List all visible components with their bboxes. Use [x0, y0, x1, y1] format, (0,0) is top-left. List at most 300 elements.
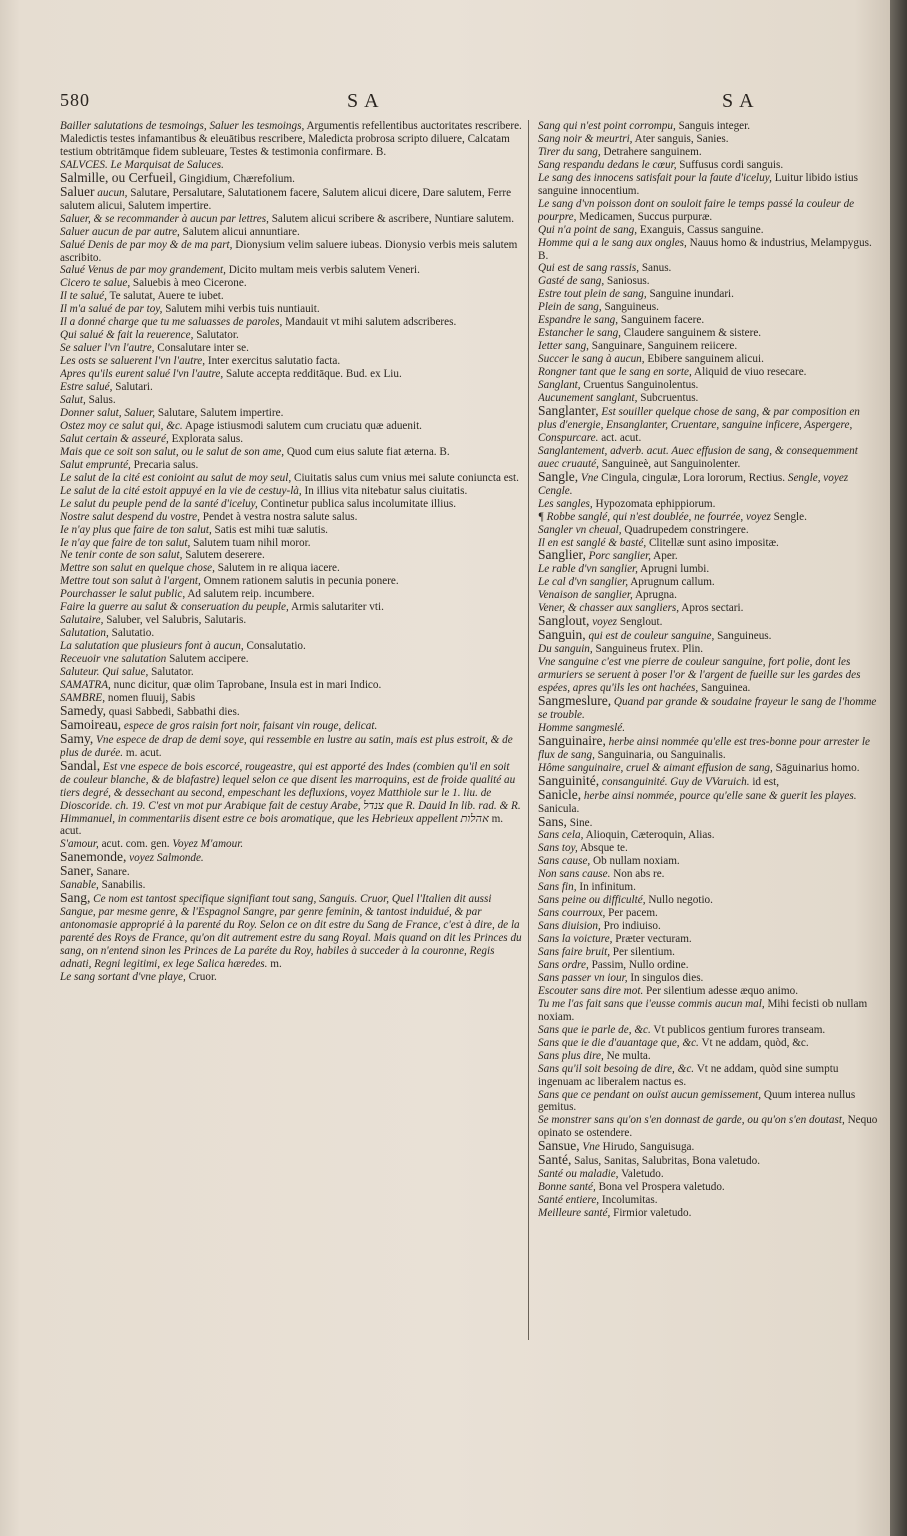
- latin-text: Ciuitatis salus cum vnius mei salute coniuncta est.: [293, 471, 519, 484]
- french-text: herbe ainsi nommée, pource qu'elle sane & guerit les playes.: [583, 789, 857, 802]
- dictionary-entry: [538, 288, 880, 301]
- french-text: Estre salué,: [60, 381, 113, 394]
- headword: Sang,: [60, 890, 91, 906]
- dictionary-entry: [60, 562, 522, 575]
- dictionary-entry: [60, 575, 522, 588]
- dictionary-entry: [60, 277, 522, 290]
- latin-text: Salutator.: [196, 329, 239, 342]
- french-text: Salutaire,: [60, 614, 104, 627]
- latin-text: Bona vel Prospera valetudo.: [598, 1181, 725, 1194]
- latin-text: Saluebis à meo Cicerone.: [132, 277, 247, 290]
- dictionary-entry: [538, 498, 880, 511]
- dictionary-entry: [538, 1089, 880, 1115]
- dictionary-entry: [60, 329, 522, 342]
- french-text: Sans qu'il soit besoing de dire, &c.: [538, 1062, 695, 1075]
- french-text: Non sans cause.: [538, 868, 611, 881]
- french-text: Ostez moy ce salut qui, &c.: [60, 419, 183, 432]
- dictionary-entry: [60, 666, 522, 679]
- latin-text: Apage istiusmodi salutem cum cruciatu quæ aduenit.: [184, 419, 422, 432]
- dictionary-entry: [60, 971, 522, 984]
- dictionary-entry: [60, 537, 522, 550]
- headword: Sangmeslure,: [538, 692, 612, 708]
- latin-text: Sanicula.: [538, 802, 580, 815]
- latin-text: Per pacem.: [608, 907, 658, 920]
- latin-text: Senglout.: [619, 616, 663, 629]
- latin-text: Omnem rationem salutis in pecunia ponere.: [203, 575, 399, 588]
- latin-text: Inter exercitus salutatio facta.: [207, 355, 341, 368]
- headword: Samedy,: [60, 702, 106, 718]
- latin-text: Saluber, vel Salubris, Salutaris.: [106, 614, 247, 627]
- latin-text: Explorata salus.: [171, 432, 244, 445]
- dictionary-entry: [60, 316, 522, 329]
- french-text: Sang qui n'est point corrompu,: [538, 120, 676, 132]
- dictionary-entry: [60, 549, 522, 562]
- latin-text: nunc dicitur, quæ olim Taprobane, Insula est in mari Indico.: [113, 678, 382, 691]
- french-text: Le sang d'vn poisson dont on souloit faire le temps passé la couleur de pourpre,: [538, 197, 855, 223]
- latin-text: Sengle.: [773, 510, 807, 523]
- dictionary-entry: [60, 433, 522, 446]
- latin-text: Passim, Nullo ordine.: [591, 959, 689, 971]
- latin-text: act. acut.: [601, 431, 642, 444]
- latin-text: Præter vecturam.: [615, 933, 692, 946]
- page-edge: [890, 0, 907, 1536]
- latin-text: nomen fluuij, Sabis: [107, 691, 196, 704]
- latin-text: Ne multa.: [606, 1049, 651, 1062]
- latin-text: Sāguinarius homo.: [775, 761, 860, 774]
- french-text: Receuoir vne salutation: [60, 653, 167, 666]
- french-text: Estre tout plein de sang,: [538, 288, 647, 301]
- dictionary-entry: [538, 894, 880, 907]
- dictionary-entry: [538, 855, 880, 868]
- latin-text: Salutem accipere.: [169, 653, 249, 666]
- dictionary-entry: [60, 407, 522, 420]
- dictionary-entry: [60, 169, 522, 186]
- latin-text: Consalutare inter se.: [157, 342, 249, 355]
- dictionary-entry: [538, 786, 880, 816]
- latin-text: Ad salutem reip. incumbere.: [187, 588, 315, 601]
- headword: Sandal,: [60, 757, 101, 773]
- latin-text: Salutator.: [151, 666, 194, 679]
- french-text: Faire la guerre au salut & conseruation du peuple,: [60, 601, 289, 614]
- dictionary-entry: [60, 183, 522, 213]
- dictionary-entry: [60, 716, 522, 733]
- latin-text: Mihi fecisti ob nullam noxiam.: [538, 997, 868, 1023]
- dictionary-entry: [538, 1037, 880, 1050]
- french-text: Sanglant,: [538, 379, 581, 392]
- latin-text: Consalutatio.: [246, 640, 306, 653]
- latin-text: Luitur libido istius sanguine innocentium.: [538, 171, 858, 197]
- dictionary-entry: [538, 1168, 880, 1181]
- french-text: espece de gros raisin fort noir, faisant vin rouge, delicat.: [123, 719, 378, 732]
- french-text: Vne: [582, 1141, 600, 1154]
- dictionary-entry: [538, 692, 880, 722]
- dictionary-entry: [538, 468, 880, 498]
- dictionary-entry: [60, 355, 522, 368]
- french-text: Le rable d'vn sanglier,: [538, 563, 638, 576]
- latin-text: Claudere sanguinem & sistere.: [623, 327, 762, 340]
- headword: Sangle,: [538, 468, 579, 484]
- french-text: Saluer aucun de par autre,: [60, 225, 180, 238]
- french-text: Ie n'ay plus que faire de ton salut,: [60, 523, 212, 536]
- french-text: consanguinité. Guy de VVaruich.: [601, 775, 750, 788]
- dictionary-entry: [60, 394, 522, 407]
- latin-text: Firmior valetudo.: [613, 1207, 692, 1220]
- dictionary-entry: [538, 842, 880, 855]
- french-text: Voyez M'amour.: [172, 838, 244, 851]
- latin-text: m. acut.: [60, 812, 504, 838]
- french-text: Escouter sans dire mot.: [538, 984, 644, 997]
- french-text: voyez: [592, 616, 618, 629]
- latin-text: Salutem mihi verbis tuis nuntiauit.: [165, 303, 320, 316]
- dictionary-entry: [60, 511, 522, 524]
- dictionary-entry: [60, 601, 522, 614]
- latin-text: Per silentium adesse æquo animo.: [646, 984, 798, 997]
- french-text: Salut,: [60, 394, 86, 407]
- french-text: Quand par grande & soudaine frayeur le sang de l'homme se trouble.: [538, 695, 877, 721]
- dictionary-entry: [60, 381, 522, 394]
- french-text: Sans que ie die d'auantage que, &c.: [538, 1036, 699, 1049]
- dictionary-entry: [538, 732, 880, 762]
- dictionary-entry: [538, 946, 880, 959]
- latin-text: Quod cum eius salute fiat æterna. B.: [286, 445, 450, 458]
- latin-text: Nauus homo & industrius, Melampygus. B.: [538, 236, 872, 262]
- dictionary-entry: [538, 133, 880, 146]
- french-text: Porc sanglier,: [588, 550, 651, 563]
- french-text: Salué Venus de par moy grandement,: [60, 264, 226, 277]
- french-text: Il en est sanglé & basté,: [538, 536, 647, 549]
- latin-text: Pendet à vestra nostra salute salus.: [202, 510, 358, 523]
- dictionary-entry: [60, 264, 522, 277]
- latin-text: Vt publicos gentium furores transeam.: [653, 1023, 826, 1036]
- latin-text: Dionysium velim saluere iubeas. Dionysio verbis meis salutem ascribito.: [60, 238, 518, 264]
- latin-text: Hirudo, Sanguisuga.: [602, 1141, 695, 1154]
- headword: Salmille, ou Cerfueil,: [60, 169, 177, 185]
- dictionary-entry: [538, 379, 880, 392]
- french-text: Sans passer vn iour,: [538, 971, 628, 984]
- french-text: Salué Denis de par moy & de ma part,: [60, 238, 233, 251]
- french-text: voyez Salmonde.: [129, 852, 204, 865]
- french-text: Sang noir & meurtri,: [538, 132, 633, 145]
- dictionary-entry: [538, 366, 880, 379]
- dictionary-entry: [60, 692, 522, 705]
- dictionary-entry: [538, 275, 880, 288]
- french-text: Saluteur. Qui salue,: [60, 666, 149, 679]
- dictionary-entry: [60, 627, 522, 640]
- dictionary-entry: [538, 907, 880, 920]
- headword: Samy,: [60, 730, 94, 746]
- french-text: Mettre son salut en quelque chose,: [60, 562, 215, 575]
- latin-text: Sanguineus.: [604, 301, 659, 314]
- latin-text: Armis salutariter vti.: [290, 601, 384, 614]
- french-text: Ietter sang,: [538, 340, 589, 353]
- dictionary-entry: [538, 353, 880, 366]
- french-text: Sans que ie parle de, &c.: [538, 1023, 651, 1036]
- dictionary-entry: [60, 879, 522, 892]
- latin-text: Salus, Sanitas, Salubritas, Bona valetudo.: [574, 1155, 760, 1168]
- dictionary-entry: [538, 224, 880, 237]
- french-text: Le sang des innocens satisfait pour la faute d'iceluy,: [538, 171, 772, 184]
- french-text: Est vne espece de bois escorcé, rougeastre, qui est apporté des Indes (combien qu'il en soit de couleur blanche, & de blafastre) lequel selon ce que disent les marroquins, est de froide qualité au tiers degré, & dessechant au second, empeschant les defluxions, voyez Matthiole sur le 1. liu. de Dioscoride. ch. 19. C'est vn mot pur Arabique fait de cestuy Arabe, צנדל que R. Dauid In lib. rad. & R. Himmanuel, in commentariis disent estre ce bois aromatique, que les Hebrieux appellent אהלות: [60, 760, 521, 825]
- dictionary-entry: [60, 640, 522, 653]
- french-text: Sang respandu dedans le cœur,: [538, 158, 677, 171]
- french-text: qui est de couleur sanguine,: [588, 630, 715, 643]
- french-text: Les osts se saluerent l'vn l'autre,: [60, 355, 206, 368]
- french-text: herbe ainsi nommée qu'elle est tres-bonne pour arrester le flux de sang,: [538, 735, 870, 761]
- french-text: Venaison de sanglier,: [538, 589, 633, 602]
- latin-text: Cingula, cingulæ, Lora lororum, Rectius.: [601, 471, 786, 484]
- latin-text: Aprugni lumbi.: [640, 563, 710, 576]
- french-text: Sangler vn cheual,: [538, 523, 622, 536]
- french-text: Espandre le sang,: [538, 314, 619, 327]
- latin-text: Clitellæ sunt asino impositæ.: [648, 536, 779, 549]
- dictionary-entry: [60, 865, 522, 879]
- latin-text: Sine.: [569, 816, 593, 829]
- dictionary-entry: [60, 239, 522, 265]
- dictionary-entry: [538, 120, 880, 133]
- latin-text: Vt ne addam, quòd, &c.: [701, 1036, 809, 1049]
- french-text: Il a donné charge que tu me saluasses de paroles,: [60, 316, 283, 329]
- french-text: Du sanguin,: [538, 643, 593, 656]
- french-text: Les sangles,: [538, 497, 593, 510]
- french-text: Sans diuision,: [538, 920, 601, 933]
- latin-text: Sanguinare, Sanguinem reiicere.: [591, 340, 738, 353]
- french-text: aucun,: [97, 186, 128, 199]
- dictionary-entry: [538, 563, 880, 576]
- dictionary-entry: [538, 1063, 880, 1089]
- headword: Saluer: [60, 183, 95, 199]
- french-text: Il m'a salué de par toy,: [60, 303, 163, 316]
- french-text: Santé ou maladie,: [538, 1168, 619, 1181]
- dictionary-entry: [60, 838, 522, 851]
- french-text: Se saluer l'vn l'autre,: [60, 342, 155, 355]
- latin-text: Sanguineè, aut Sanguinolenter.: [601, 457, 741, 470]
- dictionary-entry: [60, 653, 522, 666]
- french-text: Sans cela,: [538, 829, 584, 842]
- dictionary-entry: [60, 851, 522, 865]
- latin-text: Per silentium.: [612, 946, 675, 959]
- dictionary-entry: [60, 459, 522, 472]
- dictionary-entry: [538, 1024, 880, 1037]
- latin-text: Subcruentus.: [640, 392, 699, 405]
- dictionary-entry: [60, 730, 522, 760]
- french-text: La salutation que plusieurs font à aucun,: [60, 640, 244, 653]
- latin-text: Aliquid de viuo resecare.: [694, 366, 807, 379]
- latin-text: Satis est mihi tuæ salutis.: [214, 523, 328, 536]
- latin-text: Salutem in re aliqua iacere.: [217, 562, 340, 575]
- latin-text: Nullo negotio.: [648, 894, 713, 907]
- latin-text: Nequo opinato se ostendere.: [538, 1114, 878, 1140]
- page-number: 580: [60, 90, 90, 110]
- latin-text: quasi Sabbedi, Sabbathi dies.: [108, 705, 240, 718]
- headword: Sanglout,: [538, 613, 590, 629]
- french-text: Tu me l'as fait sans que i'eusse commis aucun mal,: [538, 997, 765, 1010]
- dictionary-entry: [60, 614, 522, 627]
- latin-text: In singulos dies.: [630, 971, 704, 984]
- dictionary-entry: [538, 537, 880, 550]
- column-rule: [528, 120, 529, 1340]
- dictionary-entry: [60, 303, 522, 316]
- headword: Sanguinité,: [538, 772, 600, 788]
- dictionary-entry: [538, 629, 880, 643]
- french-text: SAMATRA,: [60, 678, 111, 691]
- latin-text: Suffusus cordi sanguis.: [679, 158, 784, 171]
- french-text: Sans faire bruit,: [538, 946, 610, 959]
- french-text: Sanglantement, adverb. acut. Auec effusion de sang, & consequemment auec cruauté,: [538, 444, 858, 470]
- dictionary-entry: [60, 524, 522, 537]
- headword: Sanicle,: [538, 786, 582, 802]
- dictionary-entry: [538, 511, 880, 524]
- dictionary-entry: [60, 446, 522, 459]
- headword: Sansue,: [538, 1138, 580, 1154]
- french-text: Gasté de sang,: [538, 275, 605, 288]
- dictionary-entry: [60, 485, 522, 498]
- latin-text: Te salutat, Auere te iubet.: [109, 290, 224, 303]
- dictionary-entry: [538, 576, 880, 589]
- french-text: Santé entiere,: [538, 1194, 600, 1207]
- dictionary-entry: [538, 829, 880, 842]
- dictionary-entry: [538, 402, 880, 445]
- page-header: [60, 90, 880, 116]
- latin-text: Salutatio.: [111, 627, 155, 640]
- french-text: Bonne santé,: [538, 1181, 596, 1194]
- latin-text: m.: [270, 958, 282, 970]
- french-text: Saluer, & se recommander à aucun par lettres,: [60, 212, 269, 225]
- latin-text: Sanguine inundari.: [649, 288, 734, 301]
- french-text: Est souiller quelque chose de sang, & par composition en plus d'energie, Ensanglanter, Cruentare, sanguine inficere, Aspergere, Conspurcare.: [538, 405, 860, 444]
- french-text: Homme qui a le sang aux ongles,: [538, 236, 687, 249]
- latin-text: Quadrupedem constringere.: [624, 523, 749, 536]
- dictionary-entry: [538, 1207, 880, 1220]
- latin-text: Aprugna.: [634, 589, 677, 602]
- latin-text: Sanguinea.: [700, 681, 751, 694]
- latin-text: Sanguinaria, ou Sanguinalis.: [597, 748, 726, 761]
- dictionary-entry: [538, 301, 880, 314]
- latin-text: Salutare, Salutem impertire.: [157, 406, 284, 419]
- dictionary-entry: [60, 213, 522, 226]
- french-text: Vne sanguine c'est vne pierre de couleur sanguine, fort polie, dont les armuriers se seruent à poser l'or & l'argent de fueille sur les gardes des espées, apres qu'ils les ont hachées,: [538, 656, 861, 694]
- french-text: Salutation,: [60, 627, 109, 640]
- latin-text: Sanguineus.: [717, 630, 772, 643]
- french-text: Le sang sortant d'vne playe,: [60, 970, 186, 983]
- french-text: Sengle, voyez Cengle.: [538, 471, 849, 497]
- dictionary-entry: [538, 643, 880, 656]
- dictionary-entry: [538, 985, 880, 998]
- dictionary-entry: [538, 881, 880, 894]
- dictionary-entry: [538, 920, 880, 933]
- latin-text: Medicamen, Succus purpuræ.: [579, 210, 713, 223]
- french-text: Qui n'a point de sang,: [538, 223, 638, 236]
- latin-text: Vt ne addam, quòd sine sumptu ingenuam ac liberalem nactus es.: [538, 1062, 839, 1088]
- latin-text: Sanguineus frutex. Plin.: [595, 643, 704, 656]
- french-text: Sans plus dire,: [538, 1049, 604, 1062]
- french-text: Rongner tant que le sang en sorte,: [538, 366, 692, 379]
- dictionary-entry: [538, 1194, 880, 1207]
- french-text: Bailler salutations de tesmoings, Saluer les tesmoings,: [60, 120, 305, 132]
- french-text: Donner salut, Saluer,: [60, 406, 156, 419]
- latin-text: Sanguis integer.: [678, 120, 751, 132]
- dictionary-entry: [60, 702, 522, 719]
- dictionary-entry: [538, 262, 880, 275]
- headword: Sanglier,: [538, 547, 586, 563]
- french-text: Vener, & chasser aux sangliers,: [538, 602, 680, 615]
- french-text: SALVCES. Le Marquisat de Saluces.: [60, 158, 224, 171]
- dictionary-entry: [60, 120, 522, 159]
- french-text: Ce nom est tantost specifique signifiant tout sang, Sanguis. Cruor, Quel l'Italien dit aussi Sangue, par mesme genre, & l'Espagnol Sangre, par genre feminin, & tantost induidué, & par antonomasie approprié à la parenté du Roy. Selon ce on dit estre du Sang de France, c'est à dire, de la parenté des Roys de France, qu'on dit autrement estre du sang Royal. Mais quand on dit les Princes du sang, on n'entend sinon les Princes de La paréte du Roy, habiles à succeder à la couronne, Regis adnati, Regni legitimi, ex lege Salica hæredes.: [60, 893, 522, 970]
- french-text: Il te salué,: [60, 290, 107, 303]
- french-text: Sans ordre,: [538, 959, 589, 971]
- french-text: Le salut du peuple pend de la santé d'iceluy,: [60, 497, 258, 510]
- french-text: Sans toy,: [538, 842, 578, 855]
- dictionary-entry: [538, 959, 880, 972]
- dictionary-entry: [538, 1050, 880, 1063]
- dictionary-entry: [538, 656, 880, 695]
- french-text: Ne tenir conte de son salut,: [60, 549, 183, 562]
- dictionary-entry: [60, 342, 522, 355]
- latin-text: Salus.: [88, 394, 116, 407]
- latin-text: Gingidium, Chærefolium.: [179, 172, 295, 185]
- french-text: Pourchasser le salut public,: [60, 588, 186, 601]
- latin-text: Non abs re.: [613, 868, 665, 881]
- latin-text: Sanabilis.: [101, 879, 146, 892]
- dictionary-entry: [538, 159, 880, 172]
- latin-text: Salutare, Persalutare, Salutationem facere, Salutem alicui dicere, Dare salutem, Ferre salutem alicui, Salutem impertire.: [60, 186, 512, 212]
- french-text: Tirer du sang,: [538, 145, 601, 158]
- latin-text: Absque te.: [579, 842, 628, 855]
- latin-text: Incolumitas.: [601, 1194, 658, 1207]
- dictionary-entry: [538, 524, 880, 537]
- french-text: Sans cause,: [538, 855, 591, 868]
- french-text: Le salut de la cité est conioint au salut de moy seul,: [60, 471, 292, 484]
- french-text: ¶ Robbe sanglé, qui n'est doublée, ne fourrée, voyez: [538, 510, 771, 523]
- dictionary-entry: [538, 340, 880, 353]
- dictionary-entry: [538, 549, 880, 563]
- french-text: Mais que ce soit son salut, ou le salut de son ame,: [60, 445, 285, 458]
- dictionary-entry: [60, 226, 522, 239]
- latin-text: Dicito multam meis verbis salutem Veneri.: [228, 264, 420, 277]
- latin-text: In illius vita nitebatur salus ciuitatis.: [304, 484, 468, 497]
- latin-text: Cruor.: [188, 970, 217, 983]
- latin-text: Apros sectari.: [681, 602, 744, 615]
- headword: Sanemonde,: [60, 849, 127, 865]
- dictionary-entry: [538, 1140, 880, 1154]
- dictionary-entry: [538, 146, 880, 159]
- dictionary-entry: [60, 892, 522, 971]
- french-text: Vne espece de drap de demi soye, qui ressemble en lustre au satin, mais est plus estroit, & de plus de durée.: [60, 733, 513, 759]
- latin-text: Ater sanguis, Sanies.: [634, 132, 729, 145]
- dictionary-entry: [60, 757, 522, 839]
- dictionary-entry: [538, 813, 880, 830]
- headword: Sans,: [538, 813, 567, 829]
- dictionary-entry: [538, 314, 880, 327]
- latin-text: Salutem tuam nihil moror.: [193, 536, 311, 549]
- french-text: Le salut de la cité estoit appuyé en la vie de cestuy-là,: [60, 484, 302, 497]
- latin-text: Valetudo.: [621, 1168, 664, 1181]
- dictionary-entry: [538, 933, 880, 946]
- french-text: Ie n'ay que faire de ton salut,: [60, 536, 191, 549]
- french-text: Hôme sanguinaire, cruel & aimant effusion de sang,: [538, 761, 773, 774]
- right-column: [538, 120, 880, 1350]
- french-text: Apres qu'ils eurent salué l'vn l'autre,: [60, 368, 224, 381]
- latin-text: Sanare.: [96, 866, 130, 879]
- french-text: Estancher le sang,: [538, 327, 621, 340]
- french-text: Salut emprunté,: [60, 458, 131, 471]
- french-text: SAMBRE,: [60, 691, 106, 704]
- dictionary-entry: [538, 1114, 880, 1140]
- latin-text: m. acut.: [125, 746, 162, 759]
- headword: Santé,: [538, 1152, 572, 1168]
- latin-text: Salute accepta redditāque. Bud. ex Liu.: [225, 368, 402, 381]
- left-column: [60, 120, 522, 1345]
